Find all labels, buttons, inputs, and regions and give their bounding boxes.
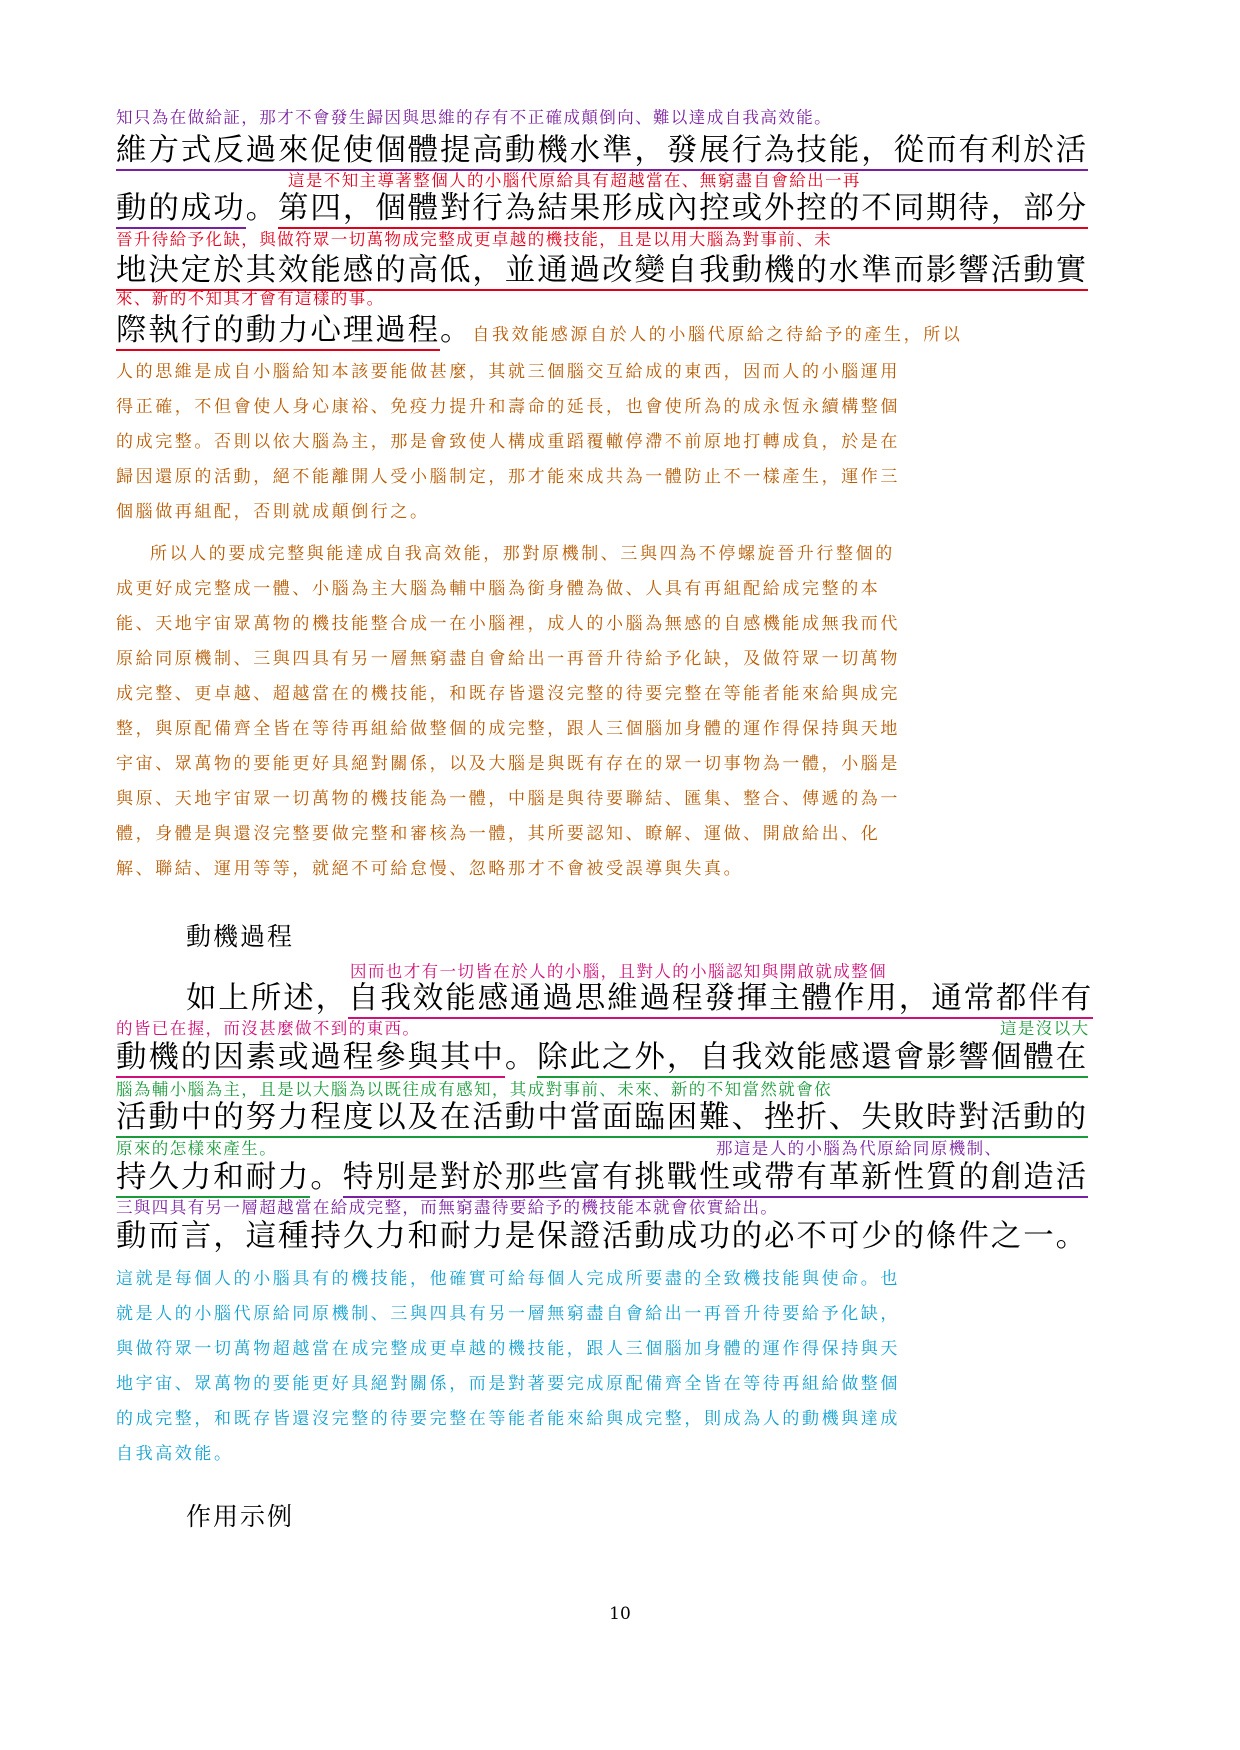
annotation-line: 的皆已在握，而沒甚麼做不到的東西。 xyxy=(116,1019,421,1038)
annotation-line: 原來的怎樣來產生。 xyxy=(116,1139,278,1158)
lead-phrase: 如上所述， xyxy=(186,981,348,1016)
paragraph-line: 與做符眾一切萬物超越當在成完整成更卓越的機技能，跟人三個腦加身體的運作得保持與天 xyxy=(116,1339,900,1359)
punctuation: 。 xyxy=(245,191,279,226)
paragraph-line: 成更好成完整成一體、小腦為主大腦為輔中腦為銜身體為做、人具有再組配給成完整的本 xyxy=(116,579,881,599)
text-line: 動而言，這種持久力和耐力是保證活動成功的必不可少的條件之一。 xyxy=(116,1219,1088,1254)
text-line xyxy=(116,253,1088,288)
paragraph-line: 解、聯結、運用等等，就絕不可給怠慢、忽略那才不會被受誤導與失真。 xyxy=(116,859,744,879)
underlined-phrase: 維方式反過來促使個體提高動機水準，發展行為技能，從而有利於活 xyxy=(116,133,1088,171)
underlined-phrase: 除此之外，自我效能感還會影響個體在 xyxy=(537,1040,1088,1078)
paragraph-line: 地宇宙、眾萬物的要能更好具絕對關係，而是對著要完成原配備齊全皆在等待再組給做整個 xyxy=(116,1374,900,1394)
paragraph-line: 原給同原機制、三與四具有另一層無窮盡自會給出一再晉升待給予化缺，及做符眾一切萬物 xyxy=(116,649,900,669)
paragraph-line: 個腦做再組配，否則就成顛倒行之。 xyxy=(116,502,430,522)
paragraph-line: 自我高效能。 xyxy=(116,1444,234,1464)
annotation-line: 這是沒以大 xyxy=(1000,1019,1090,1038)
text-line xyxy=(116,1100,1088,1135)
inline-commentary: 自我效能感源自於人的小腦代原給之待給予的產生，所以 xyxy=(472,325,963,345)
annotation-line: 腦為輔小腦為主，且是以大腦為以既往成有感知，其成對事前、未來、新的不知當然就會依 xyxy=(116,1080,832,1099)
underlined-phrase: 地決定於其效能感的高低，並通過改變自我動機的水準而影響活動實 xyxy=(116,253,1088,291)
annotation-line: 來、新的不知其才會有這樣的事。 xyxy=(116,289,385,308)
annotation-line: 三與四具有另一層超越當在給成完整，而無窮盡待要給予的機技能本就會依實給出。 xyxy=(116,1198,779,1217)
underlined-phrase: 特別是對於那些富有挑戰性或帶有革新性質的創造活 xyxy=(343,1160,1088,1198)
underlined-phrase: 活動中的努力程度以及在活動中當面臨困難、挫折、失敗時對活動的 xyxy=(116,1100,1088,1138)
text-line xyxy=(116,133,1088,168)
underlined-phrase: 動機的因素或過程參與其中 xyxy=(116,1040,505,1078)
underlined-phrase: 動的成功 xyxy=(116,191,246,229)
text-line xyxy=(116,1040,1089,1075)
paragraph-line: 的成完整。否則以依大腦為主，那是會致使人構成重蹈覆轍停滯不前原地打轉成負，於是在 xyxy=(116,432,900,452)
paragraph-line: 能、天地宇宙眾萬物的機技能整合成一在小腦裡，成人的小腦為無感的自感機能成無我而代 xyxy=(116,614,900,634)
page-number: 10 xyxy=(609,1604,631,1624)
underlined-phrase: 際執行的動力心理過程 xyxy=(116,313,440,351)
paragraph-line: 這就是每個人的小腦具有的機技能，他確實可給每個人完成所要盡的全致機技能與使命。也 xyxy=(116,1269,900,1289)
underlined-phrase: 持久力和耐力 xyxy=(116,1160,310,1198)
text-line xyxy=(186,981,1094,1016)
punctuation: 。 xyxy=(310,1160,343,1195)
annotation-line: 這是不知主導著整個人的小腦代原給具有超越當在、無窮盡自會給出一再 xyxy=(288,171,861,190)
text-line xyxy=(116,313,963,348)
paragraph-line: 成完整、更卓越、超越當在的機技能，和既存皆還沒完整的待要完整在等能者能來給與成完 xyxy=(116,684,900,704)
underlined-phrase: 自我效能感通過思維過程發揮主體作用，通常都伴有 xyxy=(348,981,1093,1019)
paragraph-line: 整，與原配備齊全皆在等待再組給做整個的成完整，跟人三個腦加身體的運作得保持與天地 xyxy=(116,719,900,739)
paragraph-line: 所以人的要成完整與能達成自我高效能，那對原機制、三與四為不停螺旋晉升行整個的 xyxy=(150,544,895,564)
paragraph-line: 歸因還原的活動，絕不能離開人受小腦制定，那才能來成共為一體防止不一樣產生，運作三 xyxy=(116,467,900,487)
paragraph-line: 的成完整，和既存皆還沒完整的待要完整在等能者能來給與成完整，則成為人的動機與達成 xyxy=(116,1409,900,1429)
punctuation: 。 xyxy=(440,313,473,348)
annotation-line: 那這是人的小腦為代原給同原機制、 xyxy=(716,1139,1003,1158)
annotation-line: 晉升待給予化缺，與做符眾一切萬物成完整成更卓越的機技能，且是以用大腦為對事前、未 xyxy=(116,230,832,249)
paragraph-line: 與原、天地宇宙眾一切萬物的機技能為一體，中腦是與待要聯結、匯集、整合、傳遞的為一 xyxy=(116,789,900,809)
paragraph-line: 體，身體是與還沒完整要做完整和審核為一體，其所要認知、瞭解、運做、開啟給出、化 xyxy=(116,824,881,844)
paragraph-line: 得正確，不但會使人身心康裕、免疫力提升和壽命的延長，也會使所為的成永恆永續構整個 xyxy=(116,397,900,417)
punctuation: 。 xyxy=(504,1040,538,1075)
paragraph-line: 人的思維是成自小腦給知本該要能做甚麼，其就三個腦交互給成的東西，因而人的小腦運用 xyxy=(116,362,900,382)
paragraph-line: 就是人的小腦代原給同原機制、三與四具有另一層無窮盡自會給出一再晉升待要給予化缺， xyxy=(116,1304,900,1324)
text-line xyxy=(116,191,1089,226)
section-heading: 作用示例 xyxy=(186,1502,295,1531)
underlined-phrase: 第四，個體對行為結果形成內控或外控的不同期待，部分 xyxy=(278,191,1088,229)
annotation-line: 知只為在做給証，那才不會發生歸因與思維的存有不正確成顛倒向、難以達成自我高效能。 xyxy=(116,108,832,127)
section-heading: 動機過程 xyxy=(186,922,295,951)
paragraph-line: 宇宙、眾萬物的要能更好具絕對關係，以及大腦是與既有存在的眾一切事物為一體，小腦是 xyxy=(116,754,900,774)
annotation-line: 因而也才有一切皆在於人的小腦，且對人的小腦認知與開啟就成整個 xyxy=(350,962,887,981)
text-line xyxy=(116,1160,1089,1195)
